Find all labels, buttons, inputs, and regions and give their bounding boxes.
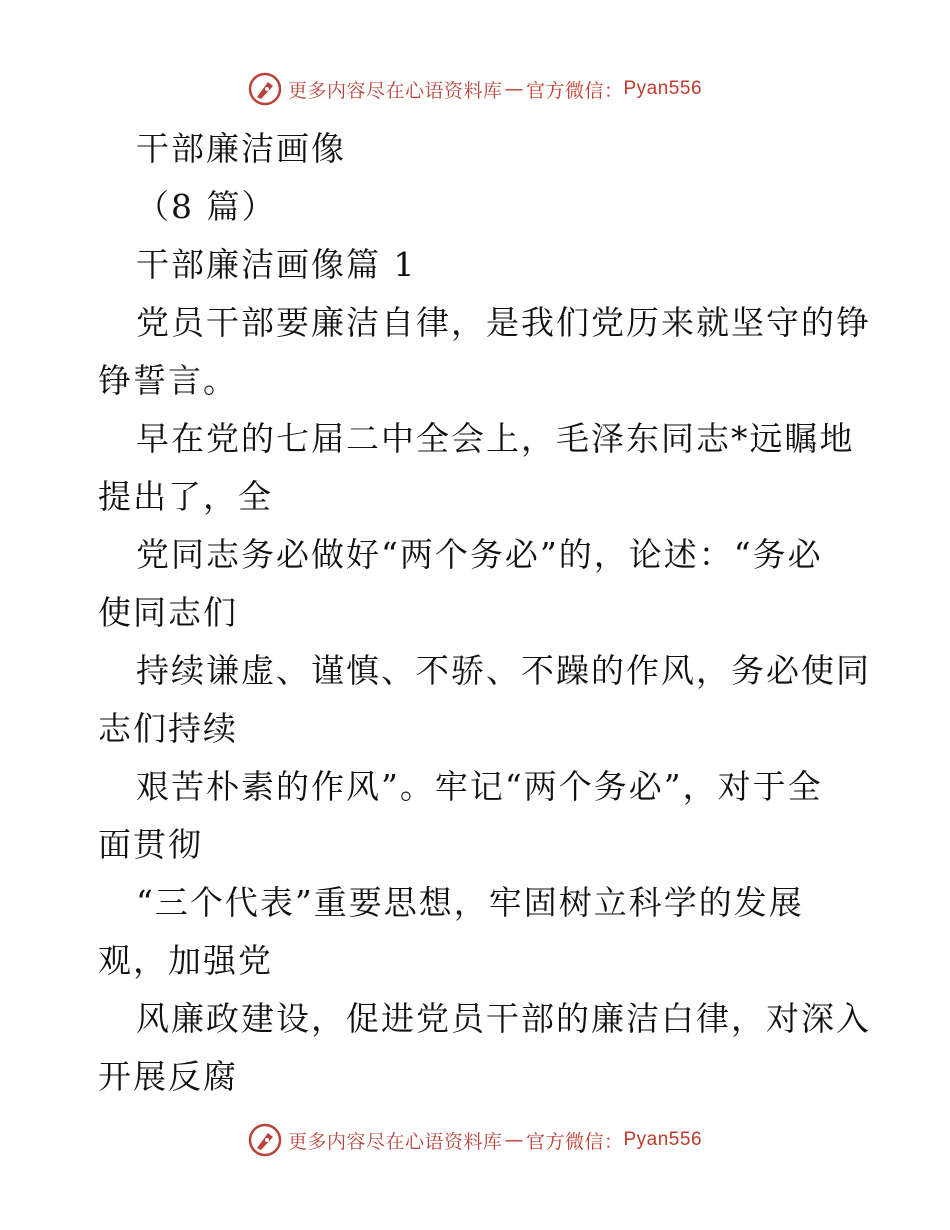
watermark-wechat-id: Pyan556 [623, 78, 703, 99]
paragraph-line: 开展反腐 [98, 1057, 238, 1096]
paragraph-line: 早在党的七届二中全会上，毛泽东同志*远瞩地 [136, 419, 855, 458]
paragraph-line: 艰苦朴素的作风”。牢记“两个务必”，对于全 [136, 767, 823, 806]
watermark-wechat-label: 官方微信： [525, 1130, 624, 1153]
paragraph-line: 持续谦虚、谨慎、不骄、不躁的作风，务必使同 [136, 651, 871, 690]
watermark-text: 更多内容尽在心语资料库 [287, 1130, 503, 1153]
paragraph-line: 面贯彻 [98, 825, 203, 864]
paragraph-line: 党员干部要廉洁自律，是我们党历来就坚守的铮 [136, 303, 871, 342]
paragraph-line: 使同志们 [98, 593, 238, 632]
section-heading: 干部廉洁画像篇 1 [136, 245, 417, 284]
watermark-wechat-label: 官方微信： [525, 79, 624, 102]
header-watermark [0, 72, 950, 106]
paragraph-line: 观，加强党 [98, 941, 273, 980]
paragraph-line: 志们持续 [98, 709, 238, 748]
pen-nib-logo-icon [248, 72, 282, 106]
paragraph-line: 铮誓言。 [98, 361, 238, 400]
watermark-text: 更多内容尽在心语资料库 [287, 79, 503, 102]
watermark-wechat-id: Pyan556 [623, 1129, 703, 1150]
document-body [98, 120, 871, 1106]
pen-nib-logo-icon [248, 1123, 282, 1157]
document-count: （8 篇） [136, 187, 277, 226]
paragraph-line: 风廉政建设，促进党员干部的廉洁白律，对深入 [136, 999, 871, 1038]
paragraph-line: 党同志务必做好“两个务必”的，论述：“务必 [136, 535, 823, 574]
paragraph-line: 提出了，全 [98, 477, 273, 516]
paragraph-line: “三个代表”重要思想，牢固树立科学的发展 [136, 883, 804, 922]
footer-watermark [0, 1123, 950, 1157]
watermark-dash: — [504, 78, 524, 100]
paragraph-lines [98, 294, 871, 1106]
document-title: 干部廉洁画像 [136, 129, 346, 168]
watermark-dash: — [504, 1129, 524, 1151]
